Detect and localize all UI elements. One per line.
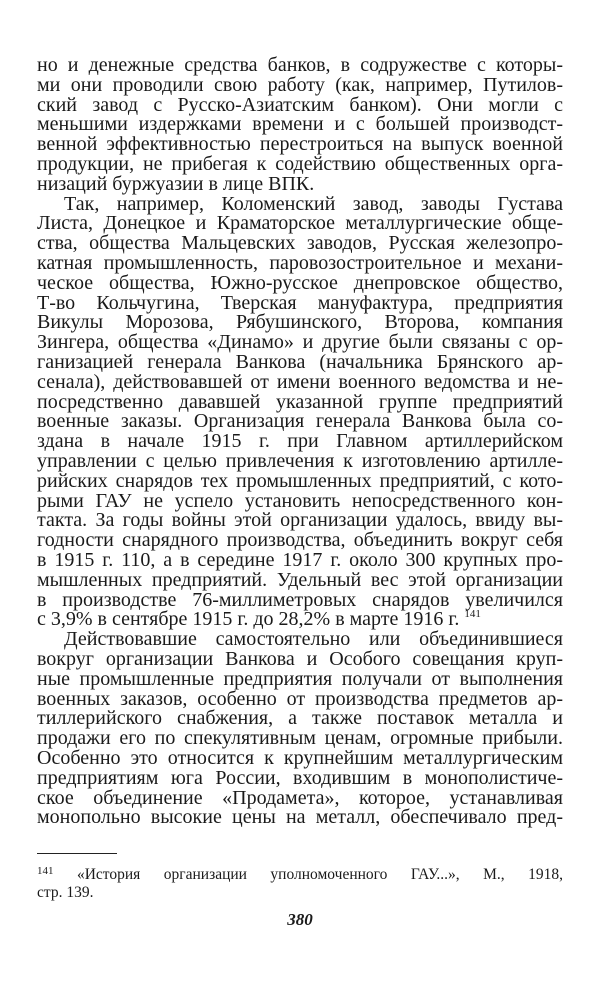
text-line [37,352,563,372]
text-line [37,728,563,748]
text-line [37,213,563,233]
line-text: Листа, Донецкое и Краматорское металлургические обще- [37,212,563,235]
text-line [37,411,563,431]
line-text: рийских снарядов тех промышленных предприятий, с кото- [37,469,563,492]
text-line [37,332,563,352]
text-line [37,649,563,669]
text-line [37,530,563,550]
text-line [37,154,563,174]
text-line [37,748,563,768]
text-line [37,491,563,511]
line-text: продукции, не прибегая к содействию общественных орга- [37,153,563,175]
line-text: в 1915 г. 110, а в середине 1917 г. около 300 крупных про- [37,549,563,571]
text-line [37,768,563,788]
line-text: здана в начале 1915 г. при Главном артиллерийском [37,430,563,453]
text-line [37,689,563,709]
text-line [37,273,563,293]
text-line [37,95,563,115]
text-line [37,174,563,194]
line-text: Т-во Кольчугина, Тверская мануфактура, предприятия [37,291,563,314]
line-text: Действовавшие самостоятельно или объединившиеся [64,628,563,651]
line-text: годности снарядного производства, объединить вокруг себя [37,529,563,552]
footnote-number: 141 [37,865,54,877]
text-line [37,451,563,471]
footnote-reference: 141 [464,608,481,621]
line-text: ганизацией генерала Ванкова (начальника Брянского ар- [37,351,563,373]
footnote [37,866,563,884]
text-line [37,55,563,75]
line-text: сенала), действовавшей от имени военного ведомства и не- [37,370,563,393]
footnote-divider [37,853,117,854]
footnote-text: «История организации уполномоченного ГАУ...», М., 1918, [76,866,563,883]
line-text: Викулы Морозова, Рябушинского, Второва, компания [37,311,563,334]
line-text: но и денежные средства банков, в содружестве с которы- [37,54,563,76]
line-text: посредственно дававшей указанной группе предприятий [37,390,563,413]
line-text: военных заказов, особенно от производства предметов ар- [37,687,563,710]
text-line [37,372,563,392]
line-text: катная промышленность, паровозостроительное и механи- [37,252,563,274]
text-line [37,788,563,808]
line-text: ные промышленные предприятия получали от выполнения [37,667,563,690]
text-line [64,194,563,214]
text-line [37,392,563,412]
line-text: Так, например, Коломенский завод, заводы Густава [64,192,563,215]
text-line [37,807,563,827]
text-line [37,114,563,134]
line-text: мышленных предприятий. Удельный вес этой организации [37,568,563,591]
text-line [37,570,563,590]
line-text: предприятиям юга России, входившим в монополистиче- [37,766,563,789]
line-text: ми они проводили свою работу (как, например, Путилов- [37,73,563,96]
line-text: в производстве 76-миллиметровых снарядов увеличился [37,588,563,611]
text-line [37,510,563,530]
text-line [37,669,563,689]
line-text: такта. За годы войны этой организации удалось, ввиду вы- [37,509,563,532]
text-line [37,134,563,154]
line-text: тиллерийского снабжения, а также поставок металла и [37,707,563,730]
line-text: вокруг организации Ванкова и Особого совещания круп- [37,648,563,670]
line-text: венной эффективностью перестроиться на выпуск военной [37,133,563,156]
line-text: ское объединение «Продамета», которое, устанавливая [37,786,563,809]
text-line [37,233,563,253]
line-text: меньшими издержками времени и с большей производст- [37,113,563,136]
text-line [37,590,563,610]
text-line [64,629,563,649]
line-text: рыми ГАУ не успело установить непосредственного кон- [37,489,563,512]
text-line [37,431,563,451]
text-line [37,253,563,273]
line-text: Зингера, общества «Динамо» и другие были связаны с ор- [37,331,563,354]
line-text: управлении с целью привлечения к изготовлению артилле- [37,450,563,472]
line-text: Особенно это относится к крупнейшим металлургическим [37,747,563,769]
text-line [37,708,563,728]
line-text: ский завод с Русско-Азиатским банком). Они могли с [37,93,563,116]
line-text: военные заказы. Организация генерала Ванкова была со- [37,410,563,433]
line-text: ческое общества, Южно-русское днепровское общество, [37,271,563,294]
text-line [37,75,563,95]
text-line [37,312,563,332]
text-line [37,293,563,313]
line-text: с 3,9% в сентябре 1915 г. до 28,2% в марте 1916 г. [37,608,460,631]
line-text: ства, общества Мальцевских заводов, Русская железопро- [37,232,563,255]
line-text: продажи его по спекулятивным ценам, огромные прибыли. [37,727,563,750]
line-text: монопольно высокие цены на металл, обеспечивало пред- [37,806,563,829]
line-text: низаций буржуазии в лице ВПК. [37,172,315,195]
page-number: 380 [287,910,313,929]
text-line [37,471,563,491]
footnote-continuation: стр. 139. [37,884,94,901]
text-line [37,550,563,570]
text-line [37,609,563,629]
